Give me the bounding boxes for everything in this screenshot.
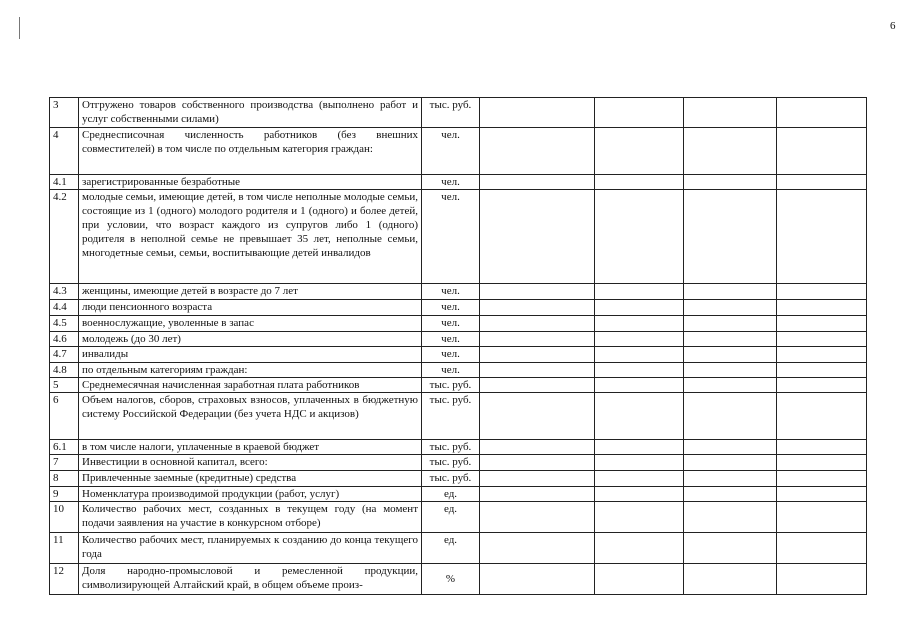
row-number: 6.1 xyxy=(50,440,79,455)
value-cell-4 xyxy=(777,378,867,393)
value-cell-4 xyxy=(777,175,867,190)
table-row xyxy=(50,363,867,378)
row-description: в том числе налоги, уплаченные в краевой бюджет xyxy=(79,440,422,455)
value-cell-2 xyxy=(595,98,684,128)
row-description: инвалиды xyxy=(79,347,422,363)
value-cell-4 xyxy=(777,487,867,502)
table-row xyxy=(50,502,867,533)
value-cell-4 xyxy=(777,300,867,316)
row-unit: тыс. руб. xyxy=(422,378,480,393)
value-cell-4 xyxy=(777,98,867,128)
table-row xyxy=(50,440,867,455)
value-cell-3 xyxy=(684,98,777,128)
row-description: Доля народно-промысловой и ремесленной продукции, символизирующей Алтайский край, в общем объеме произ- xyxy=(79,564,422,595)
row-unit: чел. xyxy=(422,316,480,332)
row-number: 6 xyxy=(50,393,79,440)
row-description: Привлеченные заемные (кредитные) средства xyxy=(79,471,422,487)
table-row xyxy=(50,128,867,175)
value-cell-3 xyxy=(684,175,777,190)
row-number: 3 xyxy=(50,98,79,128)
value-cell-1 xyxy=(480,190,595,284)
row-number: 11 xyxy=(50,533,79,564)
value-cell-1 xyxy=(480,316,595,332)
value-cell-2 xyxy=(595,533,684,564)
row-description: Номенклатура производимой продукции (работ, услуг) xyxy=(79,487,422,502)
value-cell-4 xyxy=(777,471,867,487)
value-cell-4 xyxy=(777,564,867,595)
value-cell-4 xyxy=(777,332,867,347)
value-cell-2 xyxy=(595,175,684,190)
value-cell-2 xyxy=(595,378,684,393)
value-cell-2 xyxy=(595,440,684,455)
row-number: 7 xyxy=(50,455,79,471)
table-row xyxy=(50,471,867,487)
value-cell-2 xyxy=(595,284,684,300)
value-cell-4 xyxy=(777,190,867,284)
row-description: молодежь (до 30 лет) xyxy=(79,332,422,347)
value-cell-4 xyxy=(777,284,867,300)
row-unit: тыс. руб. xyxy=(422,393,480,440)
row-number: 4.4 xyxy=(50,300,79,316)
value-cell-3 xyxy=(684,533,777,564)
value-cell-3 xyxy=(684,284,777,300)
value-cell-1 xyxy=(480,363,595,378)
value-cell-4 xyxy=(777,363,867,378)
value-cell-2 xyxy=(595,455,684,471)
row-unit: % xyxy=(422,564,480,595)
value-cell-4 xyxy=(777,533,867,564)
value-cell-1 xyxy=(480,284,595,300)
row-number: 9 xyxy=(50,487,79,502)
row-number: 4.7 xyxy=(50,347,79,363)
value-cell-1 xyxy=(480,487,595,502)
row-unit: тыс. руб. xyxy=(422,440,480,455)
table-row xyxy=(50,533,867,564)
row-unit: чел. xyxy=(422,300,480,316)
value-cell-1 xyxy=(480,502,595,533)
value-cell-2 xyxy=(595,564,684,595)
row-description: Инвестиции в основной капитал, всего: xyxy=(79,455,422,471)
value-cell-4 xyxy=(777,502,867,533)
value-cell-1 xyxy=(480,393,595,440)
row-number: 4.2 xyxy=(50,190,79,284)
row-unit: тыс. руб. xyxy=(422,455,480,471)
value-cell-3 xyxy=(684,128,777,175)
value-cell-3 xyxy=(684,378,777,393)
table-row xyxy=(50,190,867,284)
value-cell-2 xyxy=(595,316,684,332)
row-unit: чел. xyxy=(422,128,480,175)
value-cell-2 xyxy=(595,487,684,502)
value-cell-3 xyxy=(684,300,777,316)
value-cell-3 xyxy=(684,393,777,440)
table-row xyxy=(50,300,867,316)
row-number: 12 xyxy=(50,564,79,595)
row-number: 4.8 xyxy=(50,363,79,378)
value-cell-1 xyxy=(480,300,595,316)
value-cell-3 xyxy=(684,440,777,455)
row-number: 4 xyxy=(50,128,79,175)
value-cell-2 xyxy=(595,300,684,316)
value-cell-1 xyxy=(480,347,595,363)
table-row xyxy=(50,393,867,440)
value-cell-1 xyxy=(480,128,595,175)
value-cell-4 xyxy=(777,440,867,455)
row-description: Объем налогов, сборов, страховых взносов, уплаченных в бюджетную систему Российской Федерации (без учета НДС и акцизов) xyxy=(79,393,422,440)
row-unit: чел. xyxy=(422,190,480,284)
row-unit: чел. xyxy=(422,175,480,190)
row-description: Количество рабочих мест, созданных в текущем году (на момент подачи заявления на участие в конкурсном отборе) xyxy=(79,502,422,533)
value-cell-2 xyxy=(595,332,684,347)
value-cell-3 xyxy=(684,502,777,533)
row-unit: ед. xyxy=(422,502,480,533)
value-cell-3 xyxy=(684,190,777,284)
value-cell-2 xyxy=(595,393,684,440)
value-cell-3 xyxy=(684,332,777,347)
value-cell-3 xyxy=(684,316,777,332)
table-row xyxy=(50,378,867,393)
value-cell-1 xyxy=(480,533,595,564)
value-cell-1 xyxy=(480,471,595,487)
table-row xyxy=(50,316,867,332)
row-unit: чел. xyxy=(422,284,480,300)
row-description: молодые семьи, имеющие детей, в том числе неполные молодые семьи, состоящие из 1 (одного) молодого родителя и 1 (одного) и более детей, при условии, что возраст каждого из супругов либо 1 (одного) родителя в неполной семье не превышает 35 лет, неполные семьи, многодетные семьи, семьи, воспитывающие детей инвалидов xyxy=(79,190,422,284)
row-description: зарегистрированные безработные xyxy=(79,175,422,190)
value-cell-3 xyxy=(684,471,777,487)
table-row xyxy=(50,284,867,300)
value-cell-3 xyxy=(684,564,777,595)
value-cell-2 xyxy=(595,128,684,175)
row-unit: тыс. руб. xyxy=(422,98,480,128)
margin-mark xyxy=(19,17,20,39)
row-number: 8 xyxy=(50,471,79,487)
row-unit: чел. xyxy=(422,332,480,347)
row-unit: чел. xyxy=(422,363,480,378)
row-number: 4.5 xyxy=(50,316,79,332)
row-unit: ед. xyxy=(422,533,480,564)
row-description: Среднемесячная начисленная заработная плата работников xyxy=(79,378,422,393)
table-row xyxy=(50,347,867,363)
value-cell-2 xyxy=(595,502,684,533)
page-number: 6 xyxy=(890,20,896,32)
value-cell-1 xyxy=(480,440,595,455)
value-cell-3 xyxy=(684,455,777,471)
value-cell-3 xyxy=(684,347,777,363)
row-number: 10 xyxy=(50,502,79,533)
row-unit: чел. xyxy=(422,347,480,363)
row-number: 4.3 xyxy=(50,284,79,300)
table-row xyxy=(50,455,867,471)
row-description: Среднесписочная численность работников (без внешних совместителей) в том числе по отдельным категория граждан: xyxy=(79,128,422,175)
row-unit: ед. xyxy=(422,487,480,502)
row-number: 4.6 xyxy=(50,332,79,347)
value-cell-4 xyxy=(777,316,867,332)
indicators-table xyxy=(49,97,867,595)
row-description: военнослужащие, уволенные в запас xyxy=(79,316,422,332)
row-number: 4.1 xyxy=(50,175,79,190)
value-cell-3 xyxy=(684,487,777,502)
row-description: Отгружено товаров собственного производства (выполнено работ и услуг собственными силами) xyxy=(79,98,422,128)
value-cell-4 xyxy=(777,347,867,363)
value-cell-2 xyxy=(595,471,684,487)
value-cell-4 xyxy=(777,128,867,175)
value-cell-1 xyxy=(480,332,595,347)
table-row xyxy=(50,487,867,502)
value-cell-4 xyxy=(777,455,867,471)
row-description: по отдельным категориям граждан: xyxy=(79,363,422,378)
table-row xyxy=(50,564,867,595)
value-cell-2 xyxy=(595,363,684,378)
value-cell-2 xyxy=(595,347,684,363)
value-cell-4 xyxy=(777,393,867,440)
table-row xyxy=(50,175,867,190)
row-unit: тыс. руб. xyxy=(422,471,480,487)
table-row xyxy=(50,98,867,128)
row-number: 5 xyxy=(50,378,79,393)
value-cell-1 xyxy=(480,98,595,128)
row-description: женщины, имеющие детей в возрасте до 7 лет xyxy=(79,284,422,300)
value-cell-3 xyxy=(684,363,777,378)
value-cell-1 xyxy=(480,455,595,471)
value-cell-1 xyxy=(480,175,595,190)
table-row xyxy=(50,332,867,347)
value-cell-1 xyxy=(480,564,595,595)
value-cell-2 xyxy=(595,190,684,284)
value-cell-1 xyxy=(480,378,595,393)
row-description: Количество рабочих мест, планируемых к созданию до конца текущего года xyxy=(79,533,422,564)
row-description: люди пенсионного возраста xyxy=(79,300,422,316)
